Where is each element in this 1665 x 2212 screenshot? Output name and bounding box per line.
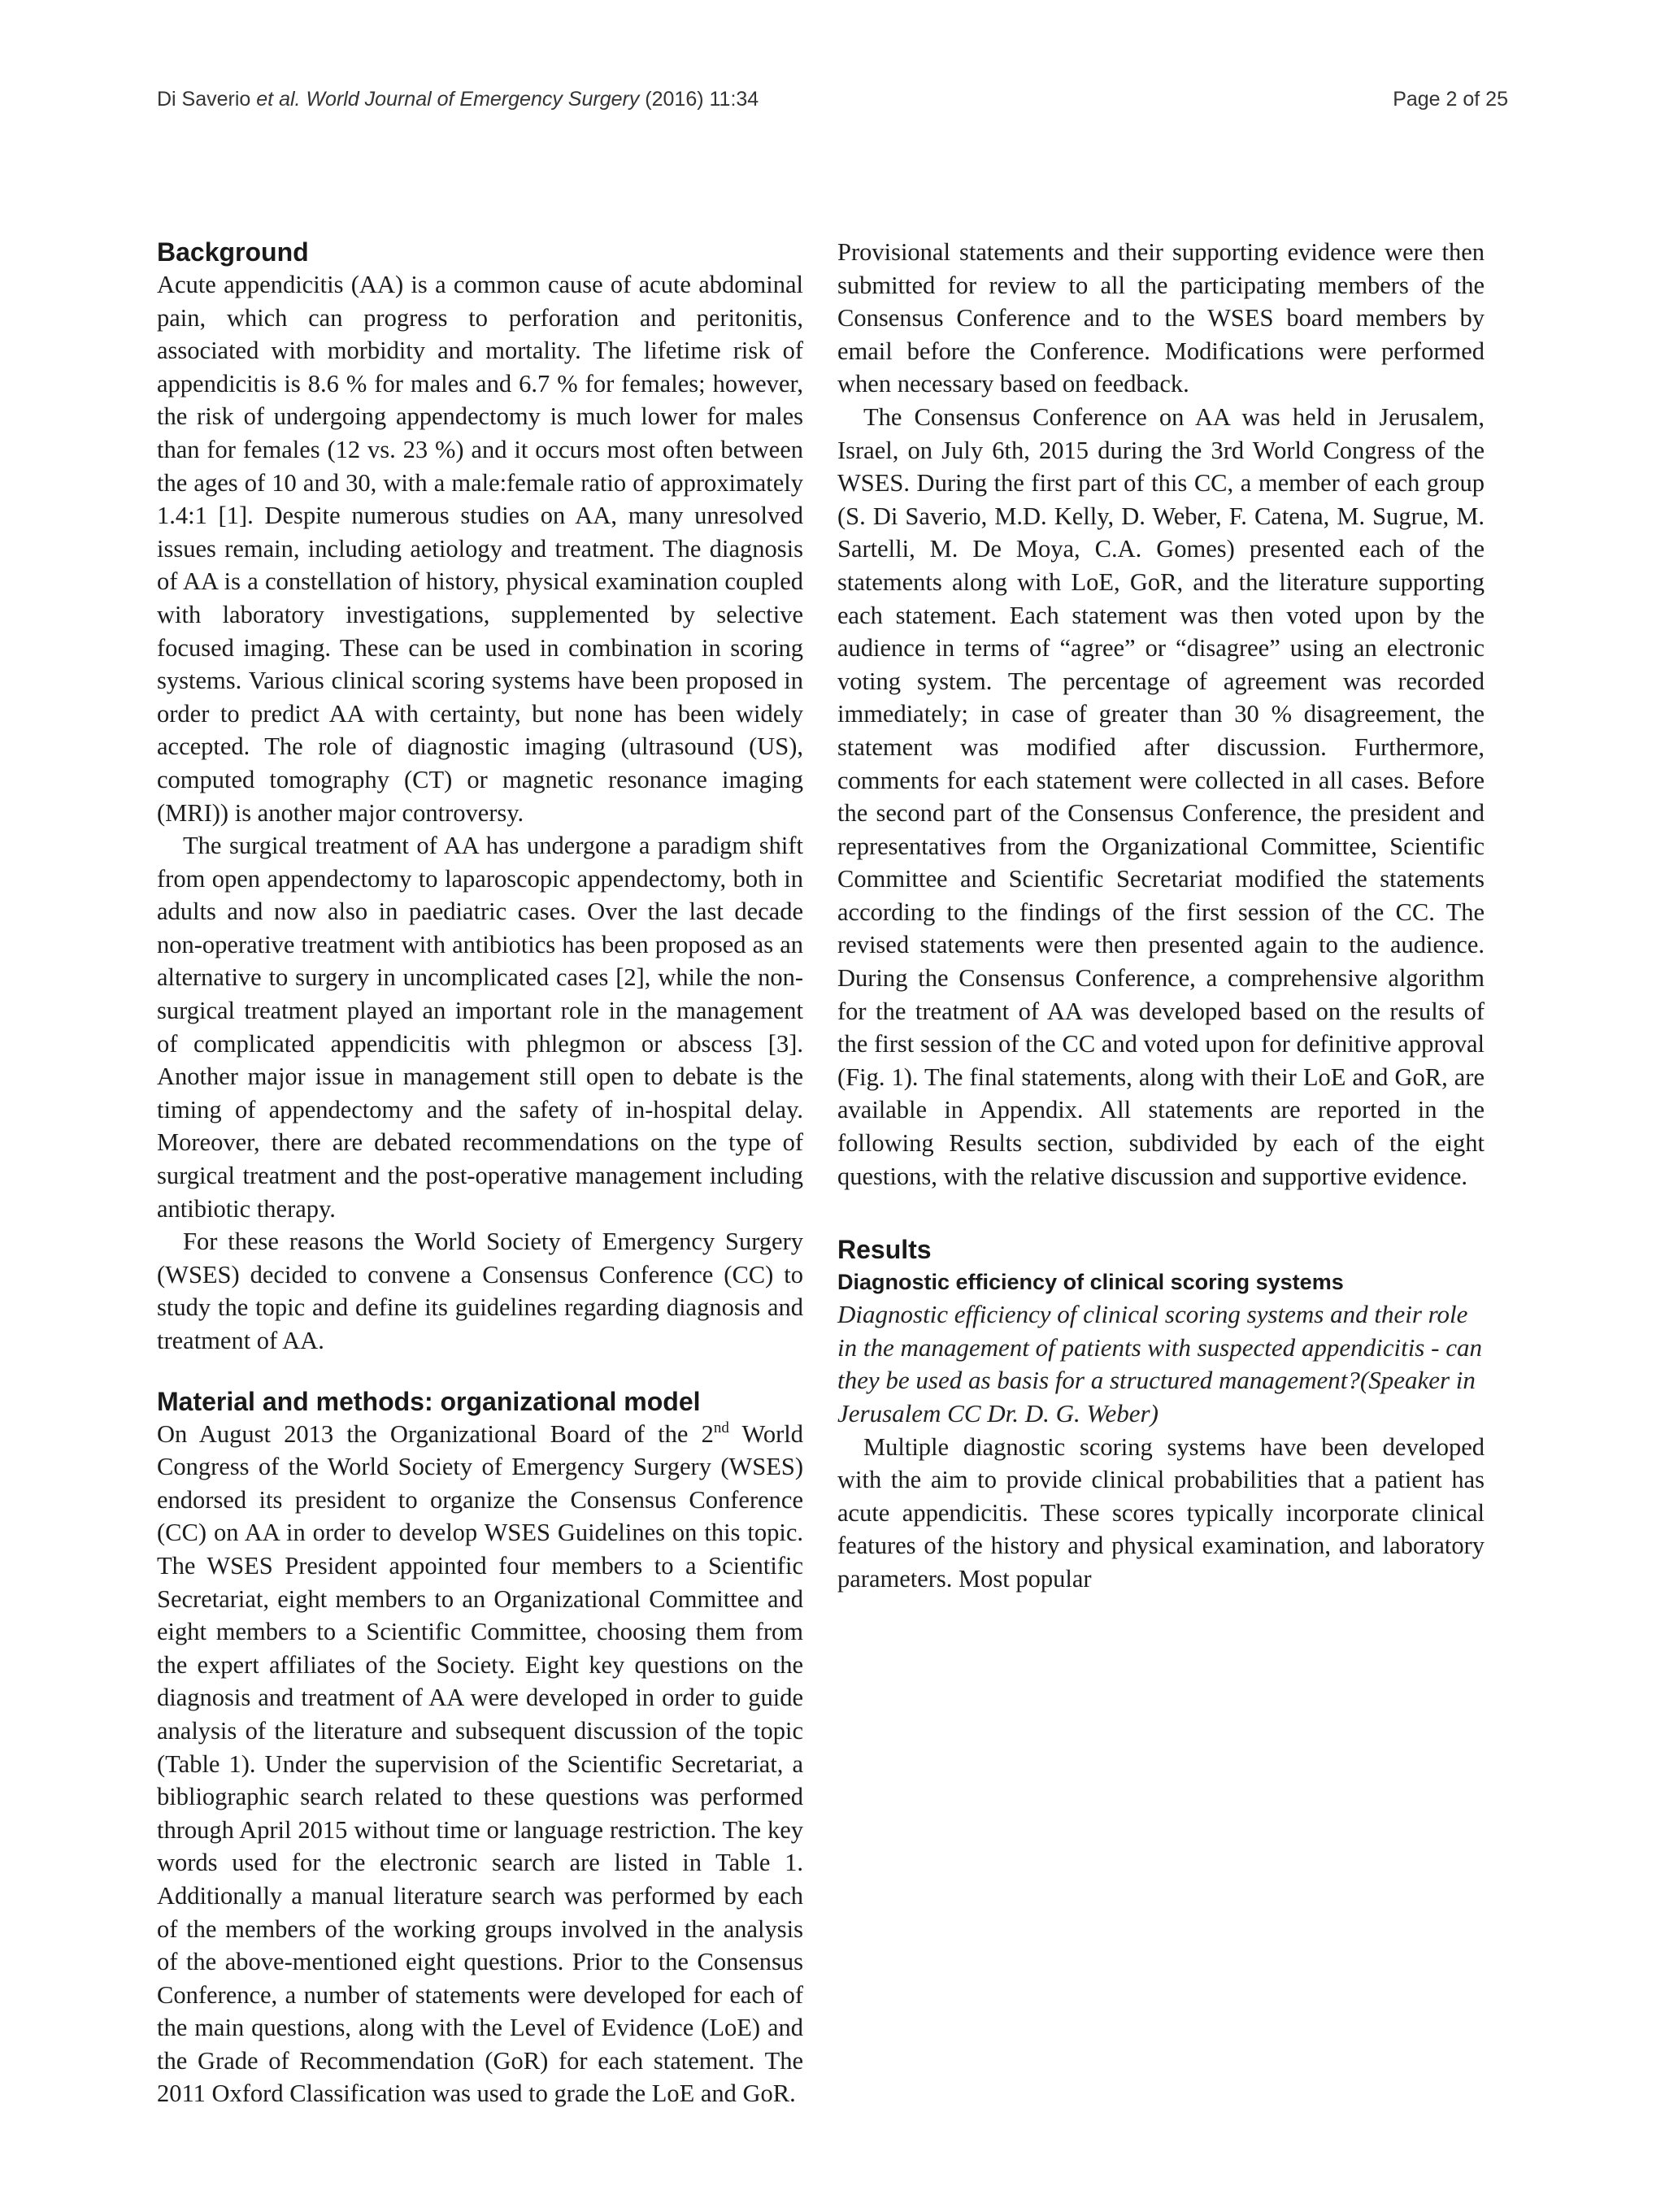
results-heading: Results [837, 1235, 932, 1265]
running-head [157, 88, 1508, 117]
methods-paragraph-2: The Consensus Conference on AA was held in Jerusalem, Israel, on July 6th, 2015 during the 3rd World Congress of the WSES. During the first part of this CC, a member of each group (S. Di Saverio, M.D. Kelly, D. Weber, F. Catena, M. Sugrue, M. Sartelli, M. De Moya, C.A. Gomes) presented each of the statements along with LoE, GoR, and the literature supporting each statement. Each statement was then voted upon by the audience in terms of “agree” or “disagree” using an electronic voting system. The percentage of agreement was recorded immediately; in case of greater than 30 % disagreement, the statement was modified after discussion. Furthermore, comments for each statement were collected in all cases. Before the second part of the Consensus Conference, the president and representatives from the Organizational Committee, Scientific Committee and Scientific Secretariat modified the statements according to the findings of the first session of the CC. The revised statements were then presented again to the audience. During the Consensus Conference, a comprehensive algorithm for the treatment of AA was developed based on the results of the first session of the CC and voted upon for definitive approval (Fig. 1). The final statements, along with their LoE and GoR, are available in Appendix. All statements are reported in the following Results section, subdivided by each of the eight questions, with the relative discussion and supportive evidence. [837, 402, 1485, 1190]
background-paragraph-2: The surgical treatment of AA has undergone a paradigm shift from open appendectomy to laparoscopic appendectomy, both in adults and now also in paediatric cases. Over the last decade non-operative treatment with antibiotics has been proposed as an alternative to surgery in uncomplicated cases [2], while the non-surgical treatment played an important role in the management of complicated appendicitis with phlegmon or abscess [3]. Another major issue in management still open to debate is the timing of appendectomy and the safety of in-hospital delay. Moreover, there are debated recommendations on the type of surgical treatment and the post-operative management including antibiotic therapy. [157, 832, 803, 1223]
methods-paragraph-1: On August 2013 the Organizational Board of the 2nd World Congress of the World Society of Emergency Surgery (WSES) endorsed its president to organize the Consensus Conference (CC) on AA in order to develop WSES Guidelines on this topic. The WSES President appointed four members to a Scientific Secretariat, eight members to an Organizational Committee and eight members to a Scientific Committee, choosing them from the expert affiliates of the Society. Eight key questions on the diagnosis and treatment of AA were developed in order to guide analysis of the literature and subsequent discussion of the topic (Table 1). Under the supervision of the Scientific Secretariat, a bibliographic search related to these questions was performed through April 2015 without time or language restriction. The key words used for the electronic search are listed in Table 1. Additionally a manual literature search was performed by each of the members of the working groups involved in the analysis of the above-mentioned eight questions. Prior to the Consensus Conference, a number of statements were developed for each of the main questions, along with the Level of Evidence (LoE) and the Grade of Recommendation (GoR) for each statement. The 2011 Oxford Classification was used to grade the LoE and GoR. [157, 1419, 803, 2108]
results-subheading: Diagnostic efficiency of clinical scoring systems [837, 1270, 1344, 1295]
results-paragraph-1: Multiple diagnostic scoring systems have been developed with the aim to provide clinical probabilities that a patient has acute appendicitis. These scores typically incorporate clinical features of the history and physical examination, and laboratory parameters. Most popular [837, 1432, 1485, 1593]
background-paragraph-1: Acute appendicitis (AA) is a common cause of acute abdominal pain, which can progress to perforation and peritonitis, associated with morbidity and mortality. The lifetime risk of appendicitis is 8.6 % for males and 6.7 % for females; however, the risk of undergoing appendectomy is much lower for males than for females (12 vs. 23 %) and it occurs most often between the ages of 10 and 30, with a male:female ratio of approximately 1.4:1 [1]. Despite numerous studies on AA, many unresolved issues remain, including aetiology and treatment. The diagnosis of AA is a constellation of history, physical examination coupled with laboratory investigations, supplemented by selective focused imaging. These can be used in combination in scoring systems. Various clinical scoring systems have been proposed in order to predict AA with certainty, but none has been widely accepted. The role of diagnostic imaging (ultrasound (US), computed tomography (CT) or magnetic resonance imaging (MRI)) is another major controversy. [157, 271, 803, 827]
left-column [157, 236, 803, 2110]
methods-paragraph-1-continued: World Congress of the World Society of Emergency Surgery (WSES) endorsed its president to organize the Consensus Conference (CC) on AA in order to develop WSES Guidelines on this topic. The WSES President appointed four members to a Scientific Secretariat, eight members to an Organizational Committee and eight members to a Scientific Committee, choosing them from the expert affiliates of the Society. Eight key questions on the diagnosis and treatment of AA were developed in order to guide analysis of the literature and subsequent discussion of the topic (Table 1). Under the supervision of the Scientific Secretariat, a bibliographic search related to these questions was performed through April 2015 without time or language restriction. The key words used for the electronic search are listed in Table 1. Additionally a manual literature search was performed by each of the members of the working groups involved in the analysis of the above-mentioned eight questions. Prior to the Consensus Conference, a number of statements were developed for each of the main questions, along with the Level of Evidence (LoE) and the Grade of Recommendation (GoR) for each statement. The 2011 Oxford Classification was used to grade the LoE and GoR. [157, 1419, 803, 2108]
background-paragraph-3: For these reasons the World Society of Emergency Surgery (WSES) decided to convene a Consensus Conference (CC) to study the topic and define its guidelines regarding diagnosis and treatment of AA. [157, 1228, 803, 1354]
page-number: Page 2 of 25 [1393, 88, 1508, 111]
methods-heading: Material and methods: organizational model [157, 1386, 701, 1416]
right-column [837, 236, 1485, 1596]
methods-paragraph-1-overflow: Provisional statements and their supporting evidence were then submitted for review to all the participating members of the Consensus Conference and to the WSES board members by email before the Conference. Modifications were performed when necessary based on feedback. [837, 238, 1485, 398]
key-question: Diagnostic efficiency of clinical scoring systems and their role in the management of patients with suspected appendicitis - can they be used as basis for a structured management?(Speaker in Jerusalem CC Dr. D. G. Weber) [837, 1300, 1482, 1428]
running-head-citation: Di Saverio et al. World Journal of Emergency Surgery (2016) 11:34 [157, 88, 759, 111]
background-heading: Background [157, 237, 309, 267]
